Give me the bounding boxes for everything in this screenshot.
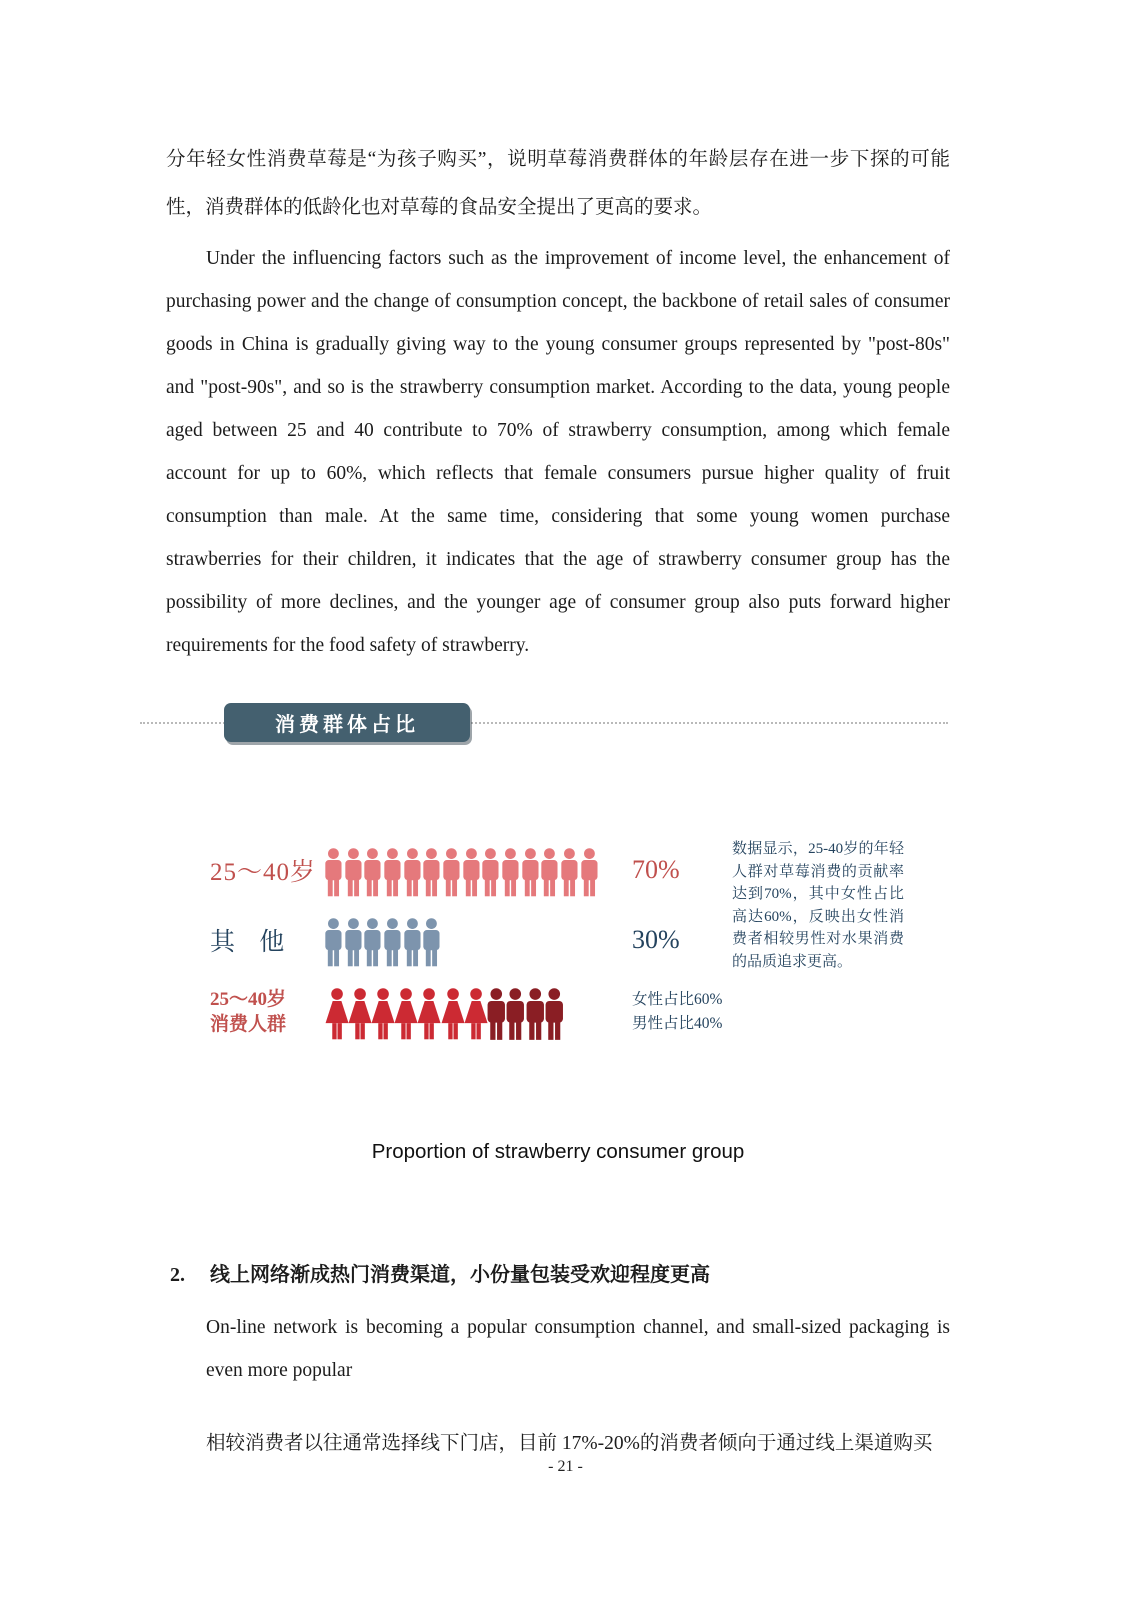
section2-title-zh: 线上网络渐成热门消费渠道，小份量包装受欢迎程度更高 — [210, 1264, 710, 1286]
male-person-icon — [420, 918, 443, 972]
section2-number: 2. — [170, 1264, 185, 1286]
row3-label-line1: 25～40岁 — [210, 989, 287, 1010]
page-content — [166, 0, 950, 1465]
intro-paragraph-en: Under the influencing factors such as the improvement of income level, the enhancement of purchasing power and the change of consumption concept, the backbone of retail sales of consumer goods in China is gradually giving way to the young consumer groups represented by "post-80s" and "post-90s", and so is the strawberry consumption market. According to the data, young people aged between 25 and 40 contribute to 70% of strawberry consumption, among which female account for up to 60%, which reflects that female consumers pursue higher quality of fruit consumption than male. At the same time, considering that some young women purchase strawberries for their children, it indicates that the age of strawberry consumer group has the possibility of more declines, and the younger age of consumer group also puts forward higher requirements for the food safety of strawberry. — [166, 248, 950, 656]
row2-label: 其 他 — [210, 929, 294, 956]
row2-icon-group — [322, 918, 622, 972]
page-number: - 21 - — [548, 1458, 583, 1475]
consumer-group-pictograph — [166, 838, 950, 1046]
row2-value: 30% — [632, 925, 680, 954]
row3-icon-group — [322, 988, 622, 1046]
section-divider — [166, 703, 950, 742]
male-person-icon — [542, 988, 567, 1046]
row1-icon-group — [322, 848, 622, 902]
row1-value: 70% — [632, 855, 680, 884]
row3-label-line2: 消费人群 — [210, 1014, 287, 1035]
gender-ratio-labels — [622, 988, 950, 1036]
row3-label — [210, 987, 322, 1037]
row3-male-icons — [484, 988, 562, 1046]
figure-caption: Proportion of strawberry consumer group — [371, 1140, 745, 1163]
female-ratio-label: 女性占比60% — [632, 991, 723, 1008]
row1-label: 25～40岁 — [210, 859, 317, 886]
male-ratio-label: 男性占比40% — [632, 1015, 723, 1032]
section2-heading — [166, 1260, 950, 1290]
chart-annotation: 数据显示，25-40岁的年轻人群对草莓消费的贡献率达到70%，其中女性占比高达60%，反映出女性消费者相较男性对水果消费的品质追求更高。 — [732, 841, 904, 970]
male-person-icon — [578, 848, 601, 902]
section2-subtitle-en: On-line network is becoming a popular consumption channel, and small-sized packaging is even more popular — [206, 1317, 950, 1381]
intro-paragraph-zh: 分年轻女性消费草莓是“为孩子购买”，说明草莓消费群体的年龄层存在进一步下探的可能性，消费群体的低龄化也对草莓的食品安全提出了更高的要求。 — [166, 149, 950, 218]
row3-female-icons — [322, 988, 484, 1046]
section2-body-zh: 相较消费者以往通常选择线下门店，目前 17%-20%的消费者倾向于通过线上渠道购买 — [206, 1433, 933, 1454]
chart-title-badge: 消费群体占比 — [224, 703, 470, 742]
